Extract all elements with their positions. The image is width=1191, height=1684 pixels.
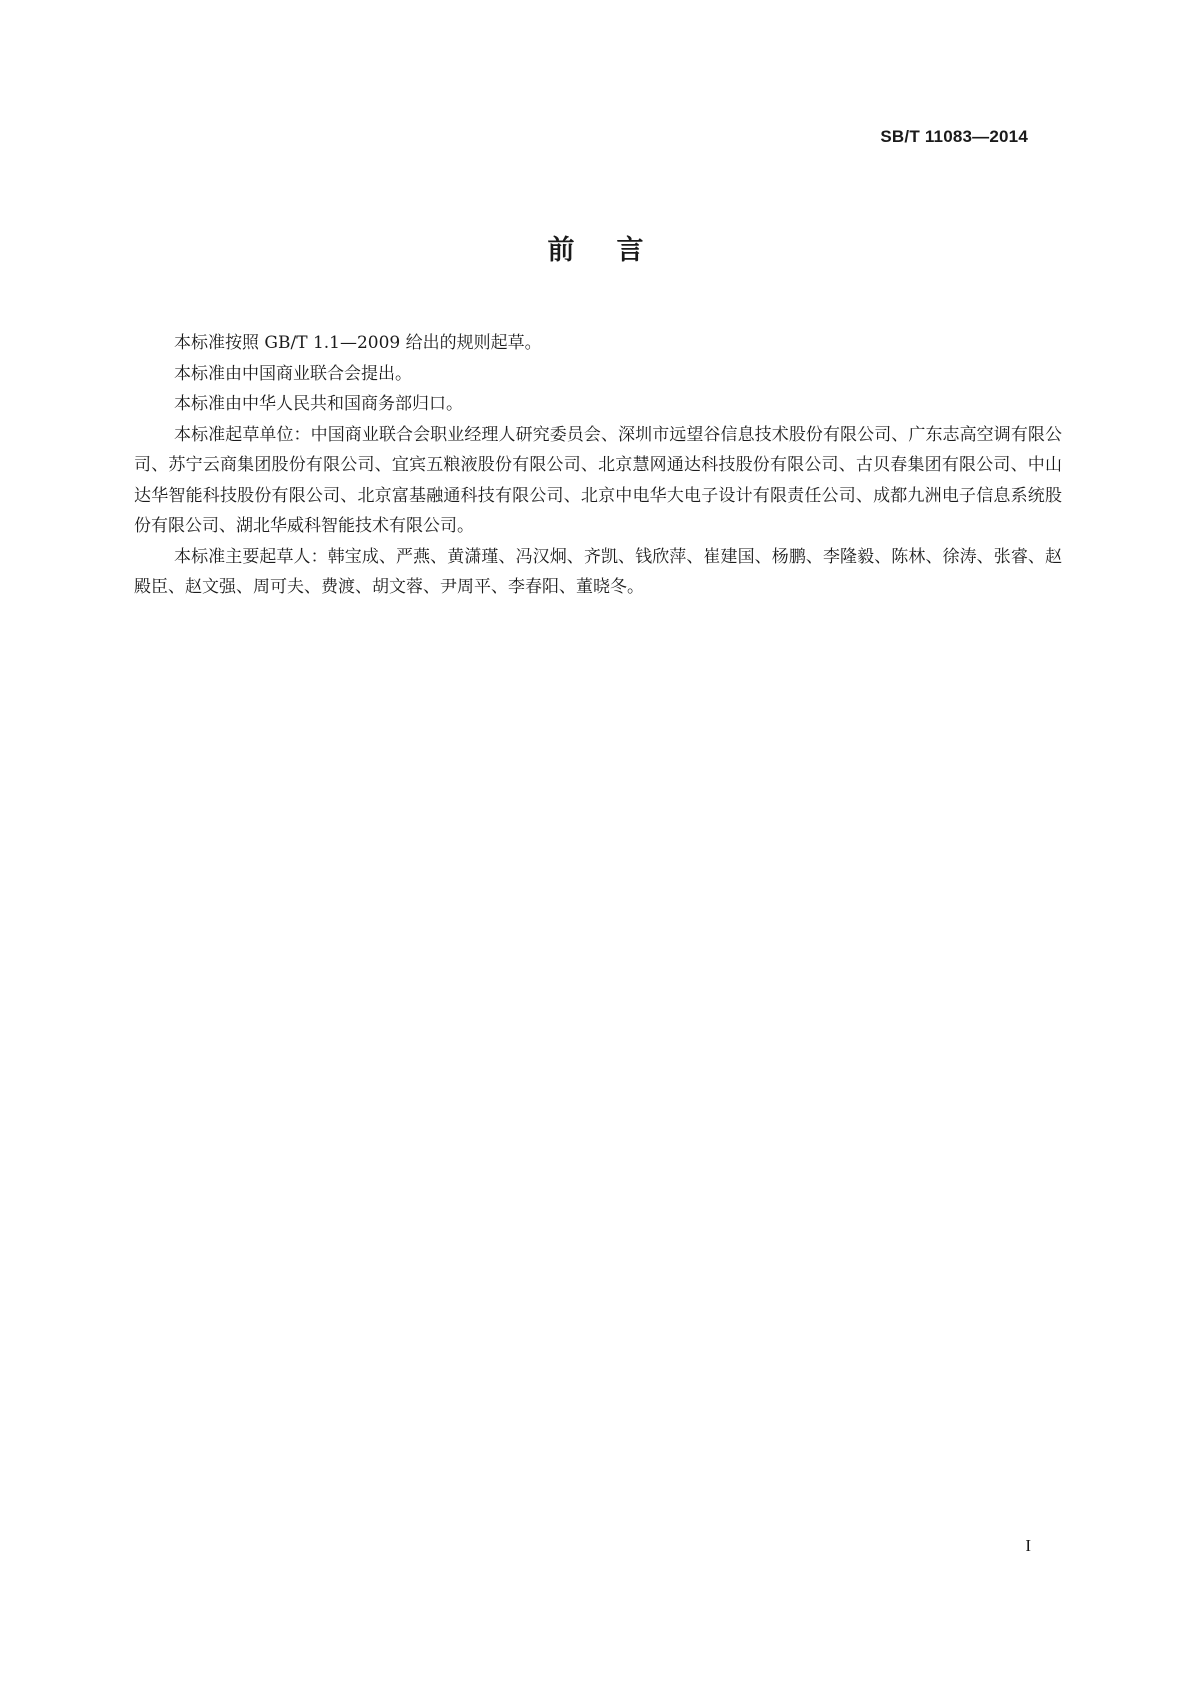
foreword-body	[134, 328, 1062, 603]
page-number: I	[1025, 1536, 1031, 1555]
paragraph-centralized-management: 本标准由中华人民共和国商务部归口。	[174, 394, 463, 414]
standard-code: SB/T 11083—2014	[880, 127, 1028, 146]
paragraph-main-drafters: 本标准主要起草人：韩宝成、严燕、黄潇瑾、冯汉炯、齐凯、钱欣萍、崔建国、杨鹏、李隆毅、陈林、徐涛、张睿、赵殿臣、赵文强、周可夫、费渡、胡文蓉、尹周平、李春阳、董晓冬。	[134, 546, 1062, 597]
paragraph-drafting-organizations: 本标准起草单位：中国商业联合会职业经理人研究委员会、深圳市远望谷信息技术股份有限公司、广东志高空调有限公司、苏宁云商集团股份有限公司、宜宾五粮液股份有限公司、北京慧网通达科技股份有限公司、古贝春集团有限公司、中山达华智能科技股份有限公司、北京富基融通科技有限公司、北京中电华大电子设计有限责任公司、成都九洲电子信息系统股份有限公司、湖北华威科智能技术有限公司。	[134, 424, 1062, 536]
paragraph-proposer: 本标准由中国商业联合会提出。	[174, 363, 412, 384]
paragraph-drafting-rules: 本标准按照 GB/T 1.1—2009 给出的规则起草。	[174, 333, 542, 353]
section-title: 前言	[547, 235, 686, 266]
